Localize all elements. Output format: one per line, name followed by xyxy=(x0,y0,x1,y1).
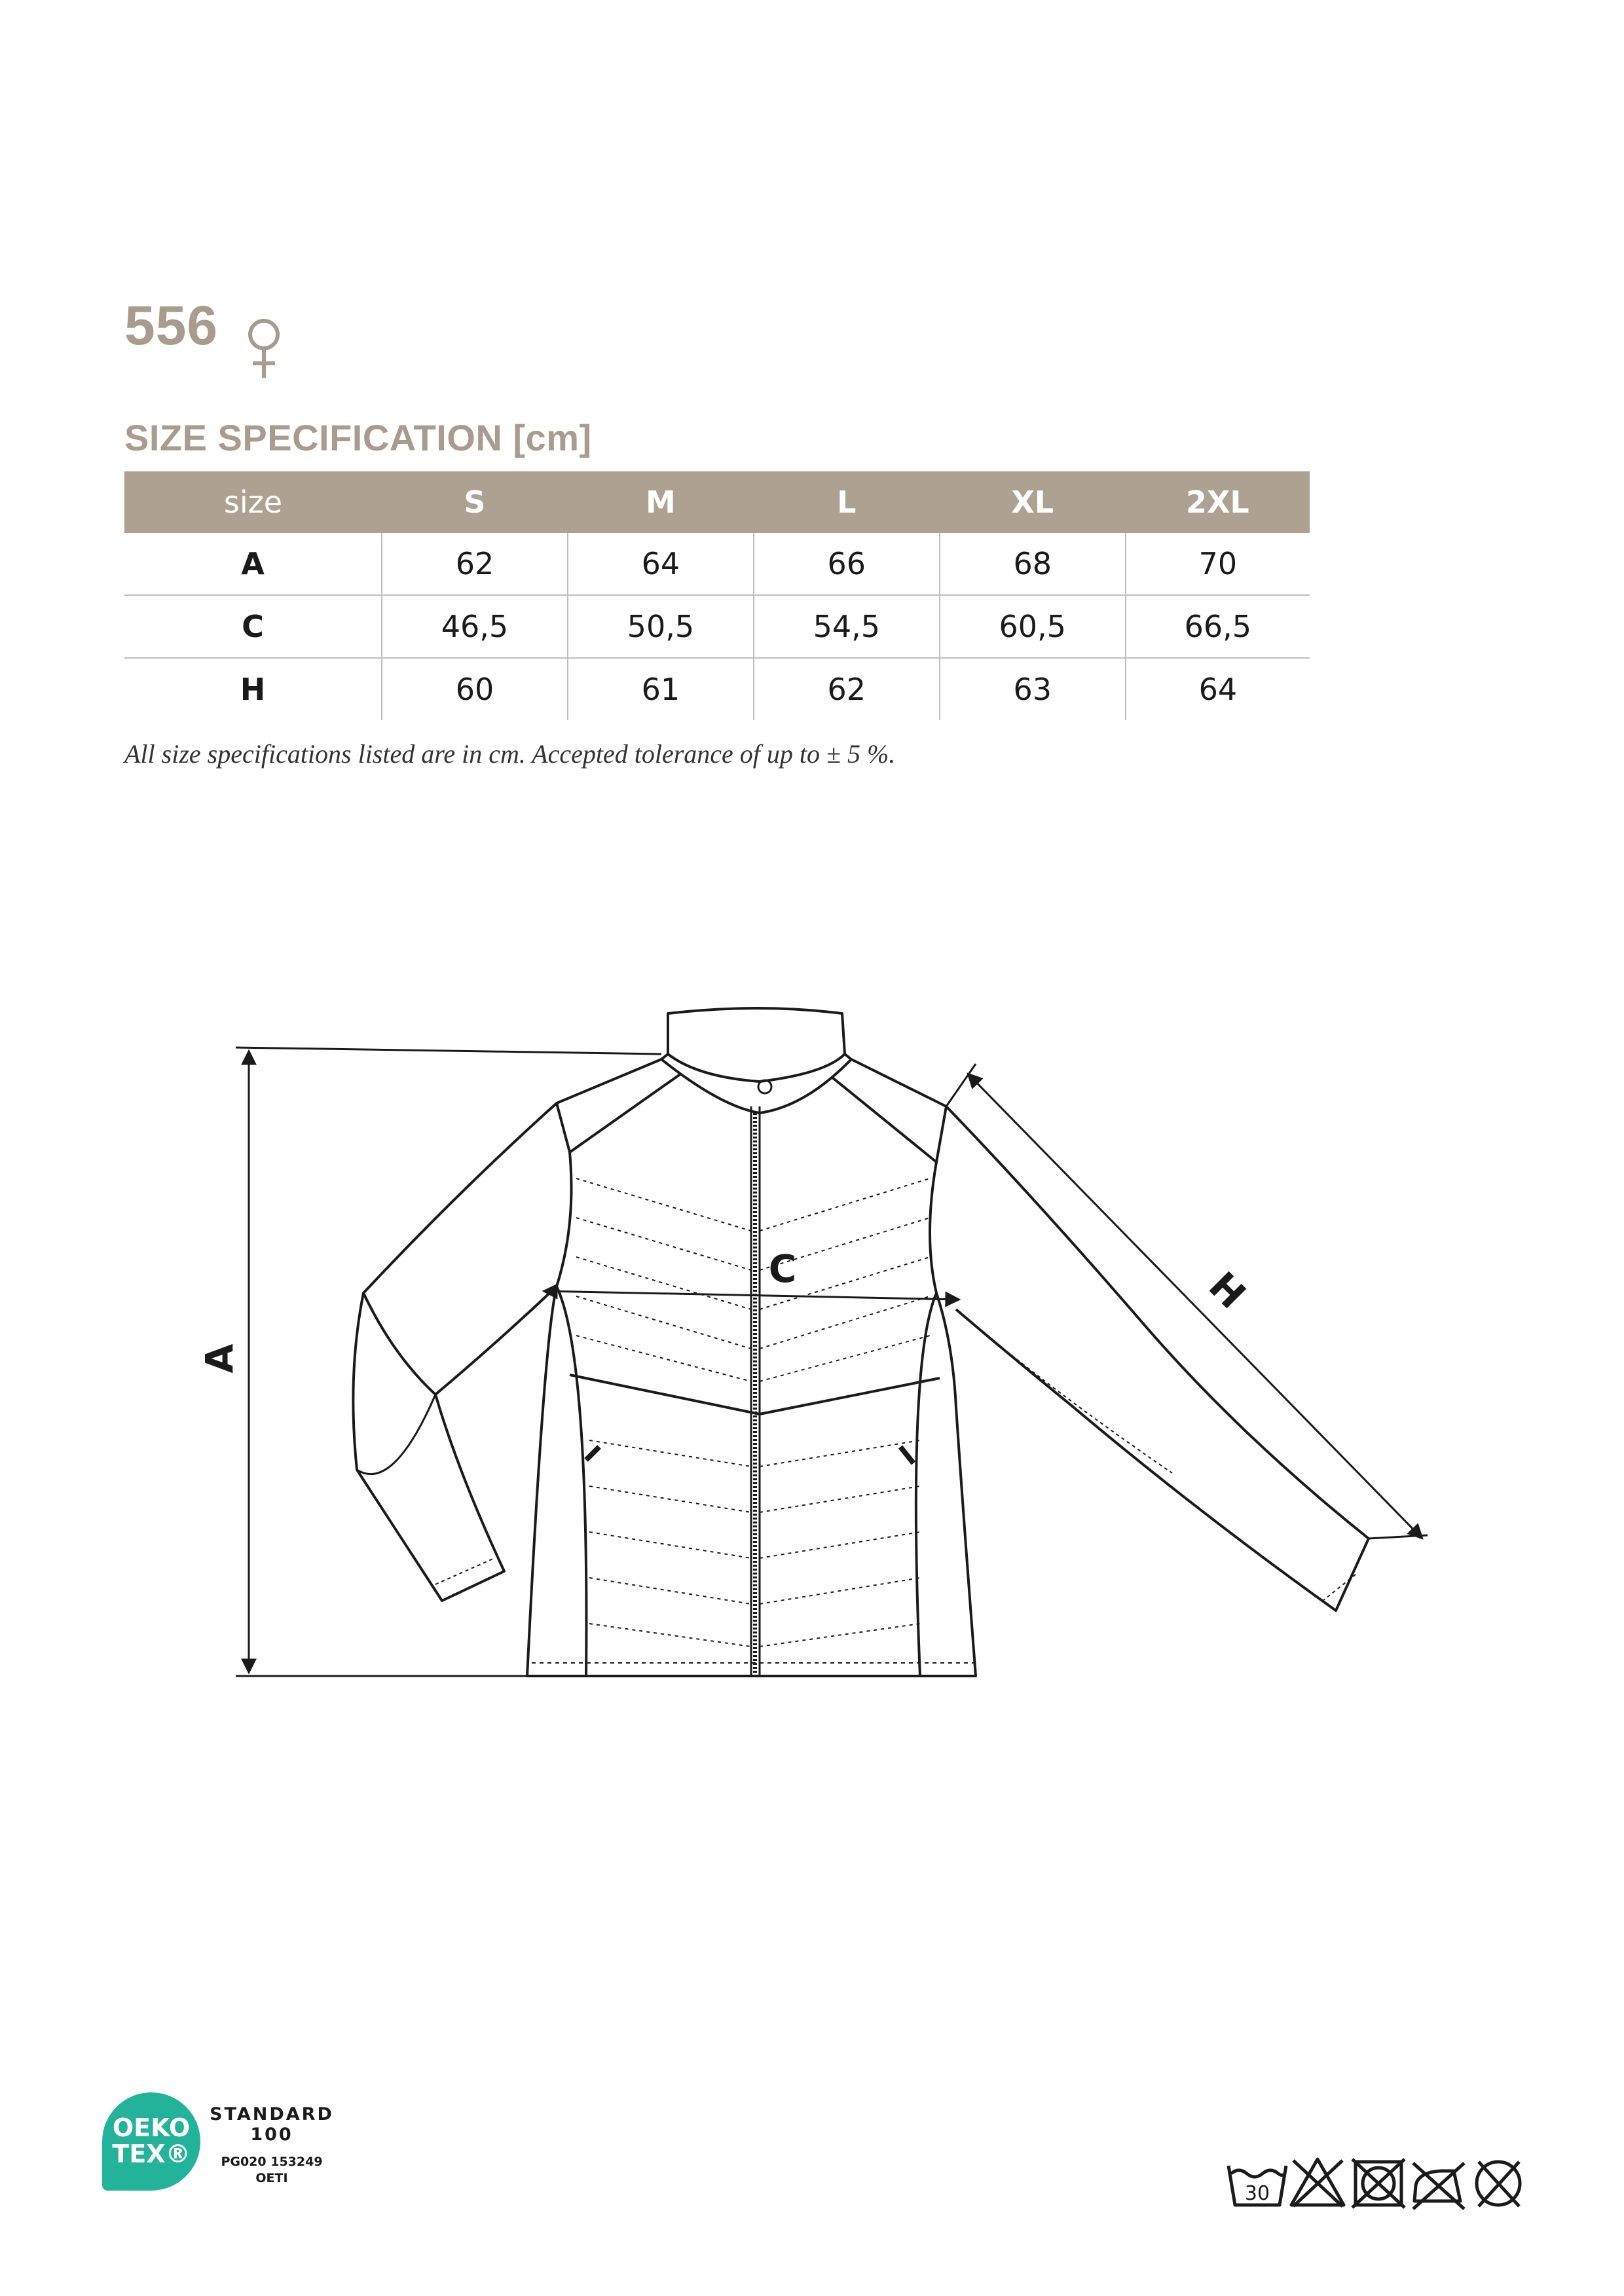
dimension-a-label: A xyxy=(197,1343,242,1374)
table-cell: 64 xyxy=(1126,658,1310,720)
table-cell: 62 xyxy=(754,658,940,720)
oeko-logo-line2: TEX® xyxy=(112,2140,191,2168)
table-cell: 70 xyxy=(1126,533,1310,595)
column-header: XL xyxy=(940,471,1126,533)
table-header-row xyxy=(124,471,1310,533)
size-spec-table xyxy=(124,471,1310,720)
tolerance-note: All size specifications listed are in cm. Accepted tolerance of up to ± 5 %. xyxy=(124,739,896,769)
row-label: H xyxy=(240,672,266,707)
dimension-c-label: C xyxy=(768,1247,797,1291)
jacket-technical-drawing xyxy=(0,949,1624,1735)
no-dry-clean-icon xyxy=(1477,2162,1520,2206)
column-header: M xyxy=(568,471,754,533)
size-spec-title: SIZE SPECIFICATION [cm] xyxy=(124,417,592,458)
standard-label: STANDARD xyxy=(210,2104,334,2124)
table-cell: 66 xyxy=(754,533,940,595)
wash-30-icon xyxy=(1228,2166,1286,2205)
certification-institute: OETI xyxy=(255,2170,288,2185)
table-row xyxy=(124,533,1310,595)
oeko-tex-logo-icon xyxy=(102,2092,200,2191)
table-cell: 62 xyxy=(382,533,568,595)
female-symbol-icon xyxy=(244,318,284,380)
table-cell: 46,5 xyxy=(382,595,568,658)
table-cell: 68 xyxy=(940,533,1126,595)
dimension-h-label: H xyxy=(1200,1263,1255,1318)
column-header: size xyxy=(124,471,382,533)
table-cell: 66,5 xyxy=(1126,595,1310,658)
no-tumble-dry-icon xyxy=(1352,2159,1405,2208)
table-cell: 60 xyxy=(382,658,568,720)
oeko-logo-line1: OEKO xyxy=(112,2113,191,2143)
table-row xyxy=(124,595,1310,658)
oeko-tex-certificate xyxy=(210,2104,334,2186)
row-label: A xyxy=(124,533,382,595)
column-header: 2XL xyxy=(1126,471,1310,533)
column-header: S xyxy=(382,471,568,533)
row-label: C xyxy=(124,595,382,658)
table-row xyxy=(124,658,1310,720)
no-bleach-icon xyxy=(1291,2159,1344,2206)
table-cell: 54,5 xyxy=(754,595,940,658)
wash-temperature: 30 xyxy=(1244,2182,1270,2205)
table-cell: 64 xyxy=(568,533,754,595)
no-iron-icon xyxy=(1413,2163,1464,2209)
table-cell: 60,5 xyxy=(940,595,1126,658)
table-cell: 61 xyxy=(568,658,754,720)
table-cell: 63 xyxy=(940,658,1126,720)
certificate-number: PG020 153249 xyxy=(221,2155,323,2170)
standard-number: 100 xyxy=(250,2124,293,2145)
column-header: L xyxy=(754,471,940,533)
care-symbols xyxy=(1225,2154,1532,2213)
product-code: 556 xyxy=(124,295,219,356)
table-cell: 50,5 xyxy=(568,595,754,658)
